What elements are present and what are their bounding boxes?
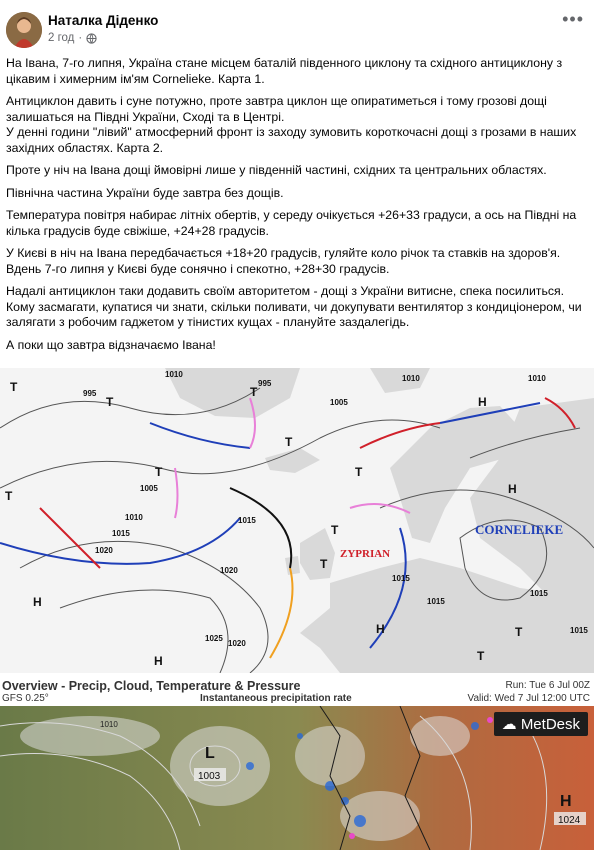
pressure-label: 1020 (220, 566, 238, 575)
post-paragraph: На Івана, 7-го липня, Україна стане місцем баталій південного циклону та східного антициклону з цікавим і химерним ім'ям Cornelieke. Карта 1. (6, 56, 563, 86)
map2-subtitle: Instantaneous precipitation rate (200, 693, 352, 704)
high-symbol: H (478, 395, 487, 409)
map2-model: GFS 0.25° (2, 693, 49, 704)
low-symbol: T (10, 380, 18, 394)
pressure-label: 1015 (392, 574, 410, 583)
low-symbol: T (331, 523, 339, 537)
high-pressure-value: 1024 (558, 815, 581, 826)
pressure-label: 1020 (95, 546, 113, 555)
post-paragraph: У Києві в ніч на Івана передбачається +18+20 градусів, гуляйте коло річок та ставків на здоров'я. Вдень 7-го липня у Києві буде сонячно і спекотно, +28+30 градусів. (6, 246, 561, 276)
low-symbol: T (5, 489, 13, 503)
pressure-label: 995 (83, 389, 97, 398)
low-symbol: T (515, 625, 523, 639)
post-paragraph: Надалі антициклон таки додавить своїм авторитетом - дощі з України витисне, спека посилиться. Кому засмагати, купатися чи знати, скільки поливати, чи докупувати вентилятор з кондиціонером, чи залягати з робочим гаджетом у тінистих кущах - плануйте заздалегідь. (6, 284, 582, 329)
post-paragraph: Проте у ніч на Івана дощі ймовірні лише у південній частині, східних та центральних областях. (6, 163, 547, 177)
post-time[interactable]: 2 год (48, 32, 75, 44)
low-symbol: T (285, 435, 293, 449)
low-symbol: T (320, 557, 328, 571)
low-symbol: T (477, 649, 485, 663)
map2-header (0, 676, 594, 706)
avatar[interactable] (6, 12, 42, 48)
post-body (6, 56, 586, 360)
pressure-label: 1010 (528, 374, 546, 383)
anticyclone-name: CORNELIEKE (475, 522, 564, 537)
pressure-label: 1015 (427, 597, 445, 606)
low-symbol: L (205, 745, 215, 762)
low-pressure-value: 1003 (198, 771, 221, 782)
map2-valid: Valid: Wed 7 Jul 12:00 UTC (467, 693, 590, 704)
high-symbol: H (376, 622, 385, 636)
metdesk-logo (494, 712, 588, 736)
pressure-label: 1010 (125, 513, 143, 522)
pressure-label: 1025 (205, 634, 223, 643)
pressure-label: 1010 (165, 370, 183, 379)
pressure-label: 1010 (402, 374, 420, 383)
pressure-label: 995 (258, 379, 272, 388)
pressure-label: 1015 (238, 516, 256, 525)
post-header (0, 0, 594, 56)
high-symbol: H (154, 654, 163, 668)
pressure-label: 1015 (112, 529, 130, 538)
pressure-label: 1005 (140, 484, 158, 493)
precip-map-image[interactable] (0, 676, 594, 850)
pressure-label: 1015 (570, 626, 588, 635)
post-meta: 2 год · (48, 32, 97, 44)
high-symbol: H (560, 793, 572, 810)
high-symbol: H (508, 482, 517, 496)
synoptic-map-image[interactable] (0, 368, 594, 673)
lightning-icon: ☁ (501, 716, 517, 733)
pressure-label: 1005 (330, 398, 348, 407)
post-paragraph: Північна частина України буде завтра без дощів. (6, 185, 284, 200)
low-symbol: T (250, 385, 258, 399)
post-paragraph: А поки що завтра відзначаємо Івана! (6, 337, 216, 352)
more-options-icon[interactable]: ••• (562, 9, 584, 29)
cyclone-name: ZYPRIAN (340, 548, 391, 560)
map2-run: Run: Tue 6 Jul 00Z (505, 680, 590, 691)
brand-name: MetDesk (520, 716, 580, 733)
author-name[interactable]: Наталка Діденко (48, 13, 159, 28)
high-symbol: H (33, 595, 42, 609)
low-symbol: T (155, 465, 163, 479)
post-paragraph: Антициклон давить і суне потужно, проте завтра циклон ще опиратиметься і тому грозові дощі залишаться на Півдні України, Сході та в Центрі. У денні години "лівий" атмосферний фронт із заходу зумовить короткочасні дощі з грозами в наших західних областях. Карта 2. (6, 94, 577, 155)
map2-title: Overview - Precip, Cloud, Temperature & Pressure (2, 679, 301, 693)
pressure-label: 1020 (228, 639, 246, 648)
globe-icon (86, 33, 97, 44)
low-symbol: T (106, 395, 114, 409)
isobar-label: 1010 (100, 720, 118, 729)
pressure-label: 1015 (530, 589, 548, 598)
post-paragraph: Температура повітря набирає літніх обертів, у середу очікується +26+33 градуси, а ось на Півдні на кілька градусів буде свіжіше, +24+28 градусів. (6, 208, 577, 238)
low-symbol: T (355, 465, 363, 479)
